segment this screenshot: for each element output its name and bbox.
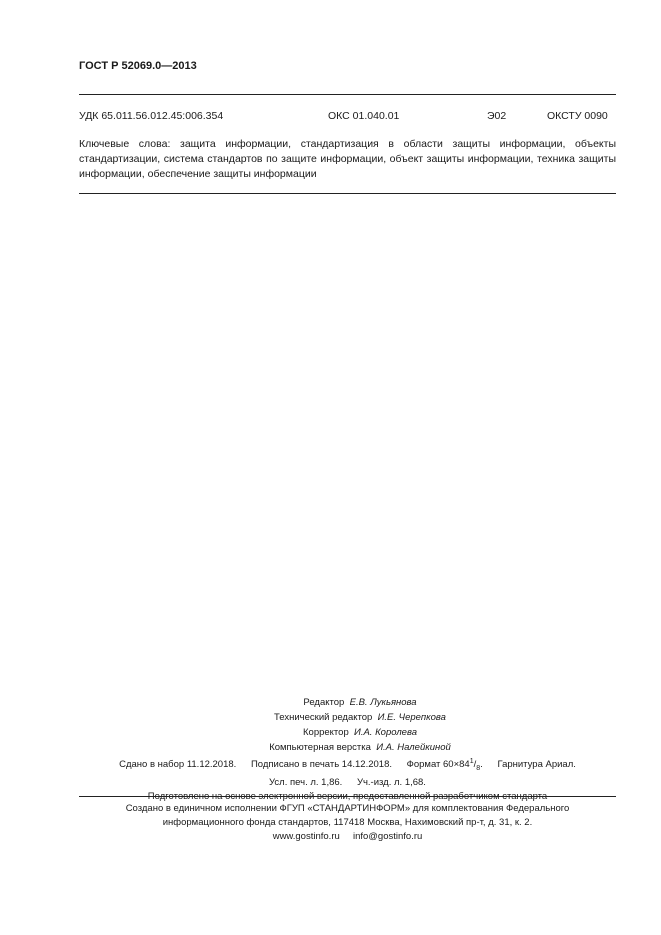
okstu-code: ОКСТУ 0090: [547, 110, 608, 122]
footer-email-link[interactable]: info@gostinfo.ru: [352, 831, 423, 842]
publication-row-1: Сдано в набор 11.12.2018. Подписано в печать 14.12.2018. Формат $60\times 84^1/_8$. Гарнитура Ариал.: [119, 758, 576, 773]
credit-tech-editor: Технический редактор И.Е. Черепкова: [274, 712, 446, 723]
oks-code: ОКС 01.040.01: [328, 110, 400, 122]
footer-line-1: Создано в единичном исполнении ФГУП «СТАНДАРТИНФОРМ» для комплектования Федерального: [125, 803, 570, 814]
keywords-label: Ключевые слова:: [79, 138, 171, 150]
e-code: Э02: [487, 110, 507, 122]
udk-code: УДК 65.011.56.012.45:006.354: [79, 110, 224, 122]
credit-corrector: Корректор И.А. Королева: [303, 727, 417, 738]
keywords-text: защита информации, стандартизация в области защиты информации, объекты стандартизации, система стандартов по защите информации, объект защиты информации, техника защиты информации, обеспечение защиты информации: [79, 138, 616, 180]
credit-layout: Компьютерная верстка И.А. Налейкиной: [269, 742, 451, 753]
divider-footer: [79, 796, 616, 797]
credits-block: [180, 695, 540, 755]
footer-site-link[interactable]: www.gostinfo.ru: [272, 831, 340, 842]
document-header: ГОСТ Р 52069.0—2013: [79, 60, 197, 72]
publication-row-2: Усл. печ. л. 1,86. Уч.-изд. л. 1,68.: [269, 777, 426, 789]
footer-block: [79, 802, 616, 844]
divider-keywords: [79, 193, 616, 194]
divider-top: [79, 94, 616, 95]
keywords-block: [79, 137, 616, 182]
credit-editor: Редактор Е.В. Лукьянова: [303, 697, 417, 708]
footer-line-2: информационного фонда стандартов, 117418 Москва, Нахимовский пр-т, д. 31, к. 2.: [162, 817, 533, 828]
publication-prepared: Подготовлено на основе электронной версии, предоставленной разработчиком стандарта: [147, 791, 548, 803]
footer-contacts: [79, 830, 616, 844]
